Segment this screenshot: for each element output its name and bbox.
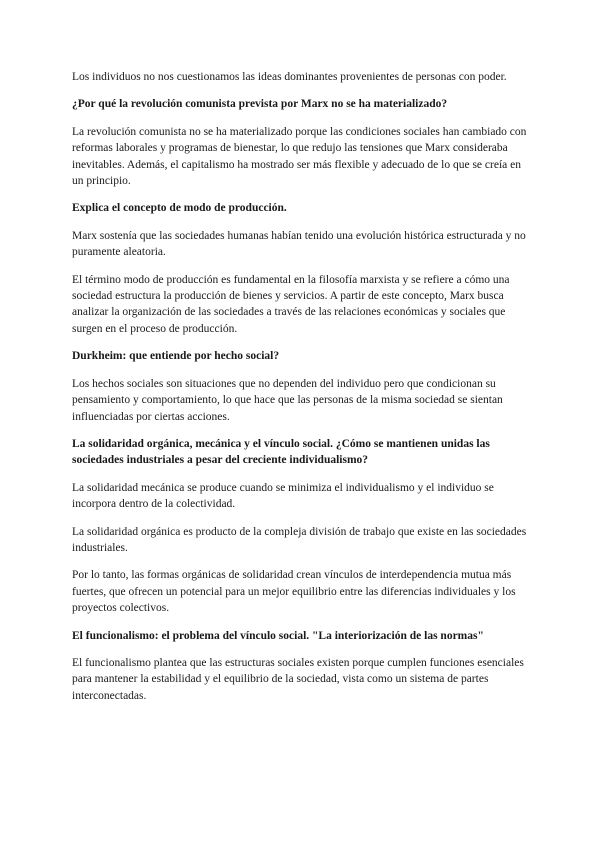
- document-page: [72, 69, 530, 715]
- paragraph: La revolución comunista no se ha materializado porque las condiciones sociales han cambiado con reformas laborales y programas de bienestar, lo que redujo las tensiones que Marx consideraba inevitables. Además, el capitalismo ha mostrado ser más flexible y adecuado de lo que se creía en un principio.: [72, 125, 527, 188]
- paragraph: Los hechos sociales son situaciones que no dependen del individuo pero que condicionan su pensamiento y comportamiento, lo que hace que las personas de la misma sociedad se sientan influenciadas por ciertas acciones.: [72, 377, 503, 423]
- question-heading: El funcionalismo: el problema del vínculo social. "La interiorización de las normas": [72, 629, 484, 642]
- question-heading: Durkheim: que entiende por hecho social?: [72, 350, 280, 363]
- paragraph: Los individuos no nos cuestionamos las ideas dominantes provenientes de personas con poder.: [72, 71, 507, 83]
- paragraph: La solidaridad mecánica se produce cuando se minimiza el individualismo y el individuo se incorpora dentro de la colectividad.: [72, 481, 494, 511]
- paragraph: El término modo de producción es fundamental en la filosofía marxista y se refiere a cómo una sociedad estructura la producción de bienes y servicios. A partir de este concepto, Marx busca analizar la organización de las sociedades a través de las relaciones económicas y sociales que surgen en el proceso de producción.: [72, 273, 510, 335]
- question-heading: Explica el concepto de modo de producción.: [72, 202, 287, 215]
- question-heading: La solidaridad orgánica, mecánica y el vínculo social. ¿Cómo se mantienen unidas las sociedades industriales a pesar del creciente individualismo?: [72, 437, 490, 467]
- paragraph: El funcionalismo plantea que las estructuras sociales existen porque cumplen funciones esenciales para mantener la estabilidad y el equilibrio de la sociedad, vista como un sistema de partes interconectadas.: [72, 656, 524, 702]
- paragraph: Marx sostenía que las sociedades humanas habían tenido una evolución histórica estructurada y no puramente aleatoria.: [72, 229, 526, 259]
- paragraph: Por lo tanto, las formas orgánicas de solidaridad crean vínculos de interdependencia mutua más fuertes, que ofrecen un potencial para un mejor equilibrio entre las diferencias individuales y los proyectos colectivos.: [72, 569, 516, 615]
- paragraph: La solidaridad orgánica es producto de la compleja división de trabajo que existe en las sociedades industriales.: [72, 525, 527, 554]
- question-heading: ¿Por qué la revolución comunista prevista por Marx no se ha materializado?: [72, 98, 448, 111]
